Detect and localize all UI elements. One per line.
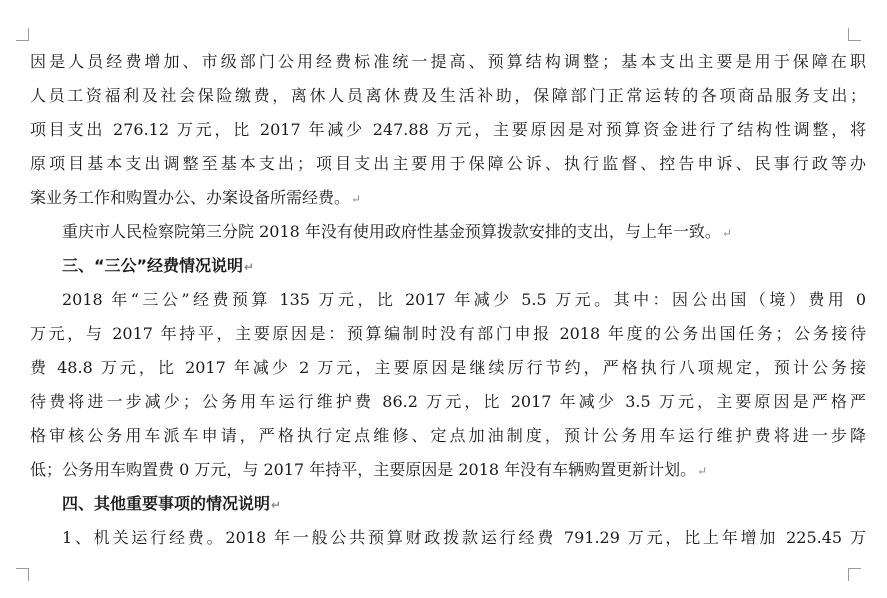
text-line: 万元，与 2017 年持平，主要原因是：预算编制时没有部门申报 2018 年度的公务出国任务；公务接待 [30,324,866,343]
text-line: 因是人员经费增加、市级部门公用经费标准统一提高、预算结构调整；基本支出主要是用于保障在职 [30,52,866,71]
text-line: 重庆市人民检察院第三分院 2018 年没有使用政府性基金预算拨款安排的支出，与上年一致。↵ [62,222,732,241]
corner-mark-top-right [848,28,861,41]
corner-mark-bottom-left [16,568,29,581]
text-line: 格审核公务用车派车申请，严格执行定点维修、定点加油制度，预计公务用车运行维护费将进一步降 [30,426,866,445]
paragraph-mark-icon: ↵ [271,498,282,512]
text-line: 案业务工作和购置办公、办案设备所需经费。↵ [30,188,362,207]
section-heading: 三、“三公”经费情况说明↵ [62,256,255,275]
text-line: 项目支出 276.12 万元，比 2017 年减少 247.88 万元，主要原因是对预算资金进行了结构性调整，将 [30,120,866,139]
paragraph-mark-icon: ↵ [697,464,708,478]
text-line: 低；公务用车购置费 0 万元，与 2017 年持平，主要原因是 2018 年没有车辆购置更新计划。↵ [30,460,708,479]
paragraph-mark-icon: ↵ [721,226,732,240]
corner-mark-bottom-right [848,568,861,581]
text-line: 1、机关运行经费。2018 年一般公共预算财政拨款运行经费 791.29 万元，比上年增加 225.45 万 [62,528,866,547]
text-line: 原项目基本支出调整至基本支出；项目支出主要用于保障公诉、执行监督、控告申诉、民事行政等办 [30,154,866,173]
document-body[interactable] [30,45,866,555]
section-heading: 四、其他重要事项的情况说明↵ [62,494,282,513]
paragraph-mark-icon: ↵ [351,192,362,206]
text-line: 费 48.8 万元，比 2017 年减少 2 万元，主要原因是继续厉行节约，严格执行八项规定，预计公务接 [30,358,866,377]
corner-mark-top-left [16,28,29,41]
text-line: 2018 年“三公”经费预算 135 万元，比 2017 年减少 5.5 万元。其中：因公出国（境）费用 0 [62,290,866,309]
text-line: 待费将进一步减少；公务用车运行维护费 86.2 万元，比 2017 年减少 3.5 万元，主要原因是严格严 [30,392,866,411]
text-line: 人员工资福利及社会保险缴费，离休人员离休费及生活补助，保障部门正常运转的各项商品服务支出； [30,86,866,105]
paragraph-mark-icon: ↵ [244,260,255,274]
